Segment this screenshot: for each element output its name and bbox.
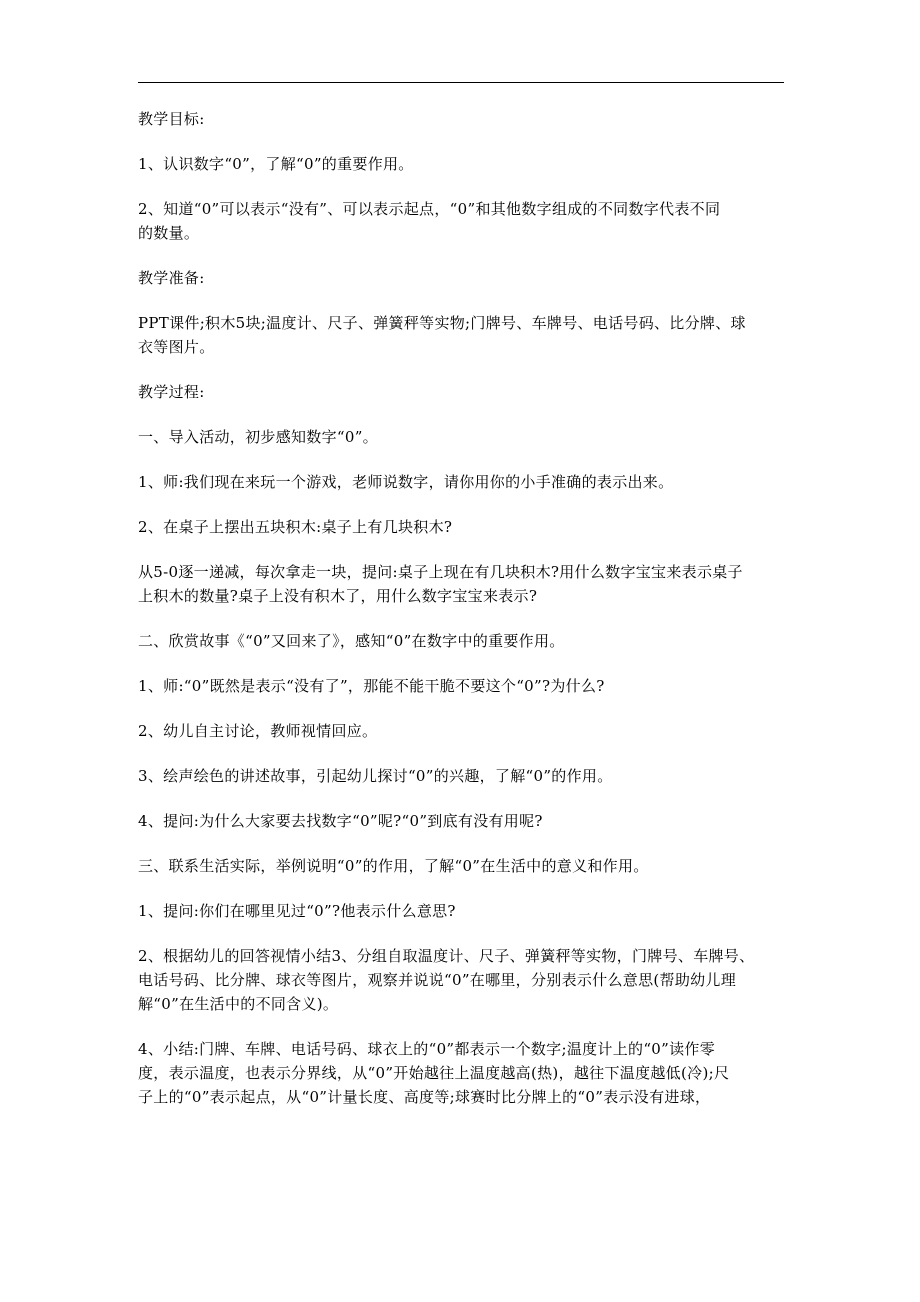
paragraph: 4、小结:门牌、车牌、电话号码、球衣上的“0”都表示一个数字;温度计上的“0”读作零 度，表示温度，也表示分界线，从“0”开始越往上温度越高(热)，越往下温度越低(冷);尺 子上的“0”表示起点，从“0”计量长度、高度等;球赛时比分牌上的“0”表示没有进球， <box>138 1040 730 1106</box>
paragraph: 1、认识数字“0”，了解“0”的重要作用。 <box>138 155 414 173</box>
paragraph: 2、在桌子上摆出五块积木:桌子上有几块积木? <box>138 518 453 536</box>
paragraph: 3、绘声绘色的讲述故事，引起幼儿探讨“0”的兴趣，了解“0”的作用。 <box>138 767 613 785</box>
paragraph: 教学目标: <box>138 110 205 128</box>
paragraph: 教学过程: <box>138 383 205 401</box>
paragraph: 2、根据幼儿的回答视情小结3、分组自取温度计、尺子、弹簧秤等实物，门牌号、车牌号、 电话号码、比分牌、球衣等图片，观察并说说“0”在哪里，分别表示什么意思(帮助幼儿理 解“0”在生活中的不同含义)。 <box>138 947 755 1013</box>
paragraph: 1、师:我们现在来玩一个游戏，老师说数字，请你用你的小手准确的表示出来。 <box>138 473 674 491</box>
paragraph: 1、提问:你们在哪里见过“0”?他表示什么意思? <box>138 902 456 920</box>
paragraph: 2、幼儿自主讨论，教师视情回应。 <box>138 722 378 740</box>
paragraph: 三、联系生活实际，举例说明“0”的作用，了解“0”在生活中的意义和作用。 <box>138 857 649 875</box>
paragraph: 2、知道“0”可以表示“没有”、可以表示起点，“0”和其他数字组成的不同数字代表不同 的数量。 <box>138 200 721 242</box>
document-body <box>138 107 788 1130</box>
paragraph: 从5-0逐一递减，每次拿走一块，提问:桌子上现在有几块积木?用什么数字宝宝来表示桌子 上积木的数量?桌子上没有积木了，用什么数字宝宝来表示? <box>138 563 743 605</box>
paragraph: 4、提问:为什么大家要去找数字“0”呢?“0”到底有没有用呢? <box>138 812 543 830</box>
paragraph: PPT课件;积木5块;温度计、尺子、弹簧秤等实物;门牌号、车牌号、电话号码、比分牌、球 衣等图片。 <box>138 314 746 356</box>
paragraph: 一、导入活动，初步感知数字“0”。 <box>138 428 378 446</box>
header-rule <box>138 82 784 83</box>
paragraph: 1、师:“0”既然是表示“没有了”，那能不能干脆不要这个“0”?为什么? <box>138 677 605 695</box>
paragraph: 教学准备: <box>138 269 205 287</box>
paragraph: 二、欣赏故事《“0”又回来了》，感知“0”在数字中的重要作用。 <box>138 632 565 650</box>
